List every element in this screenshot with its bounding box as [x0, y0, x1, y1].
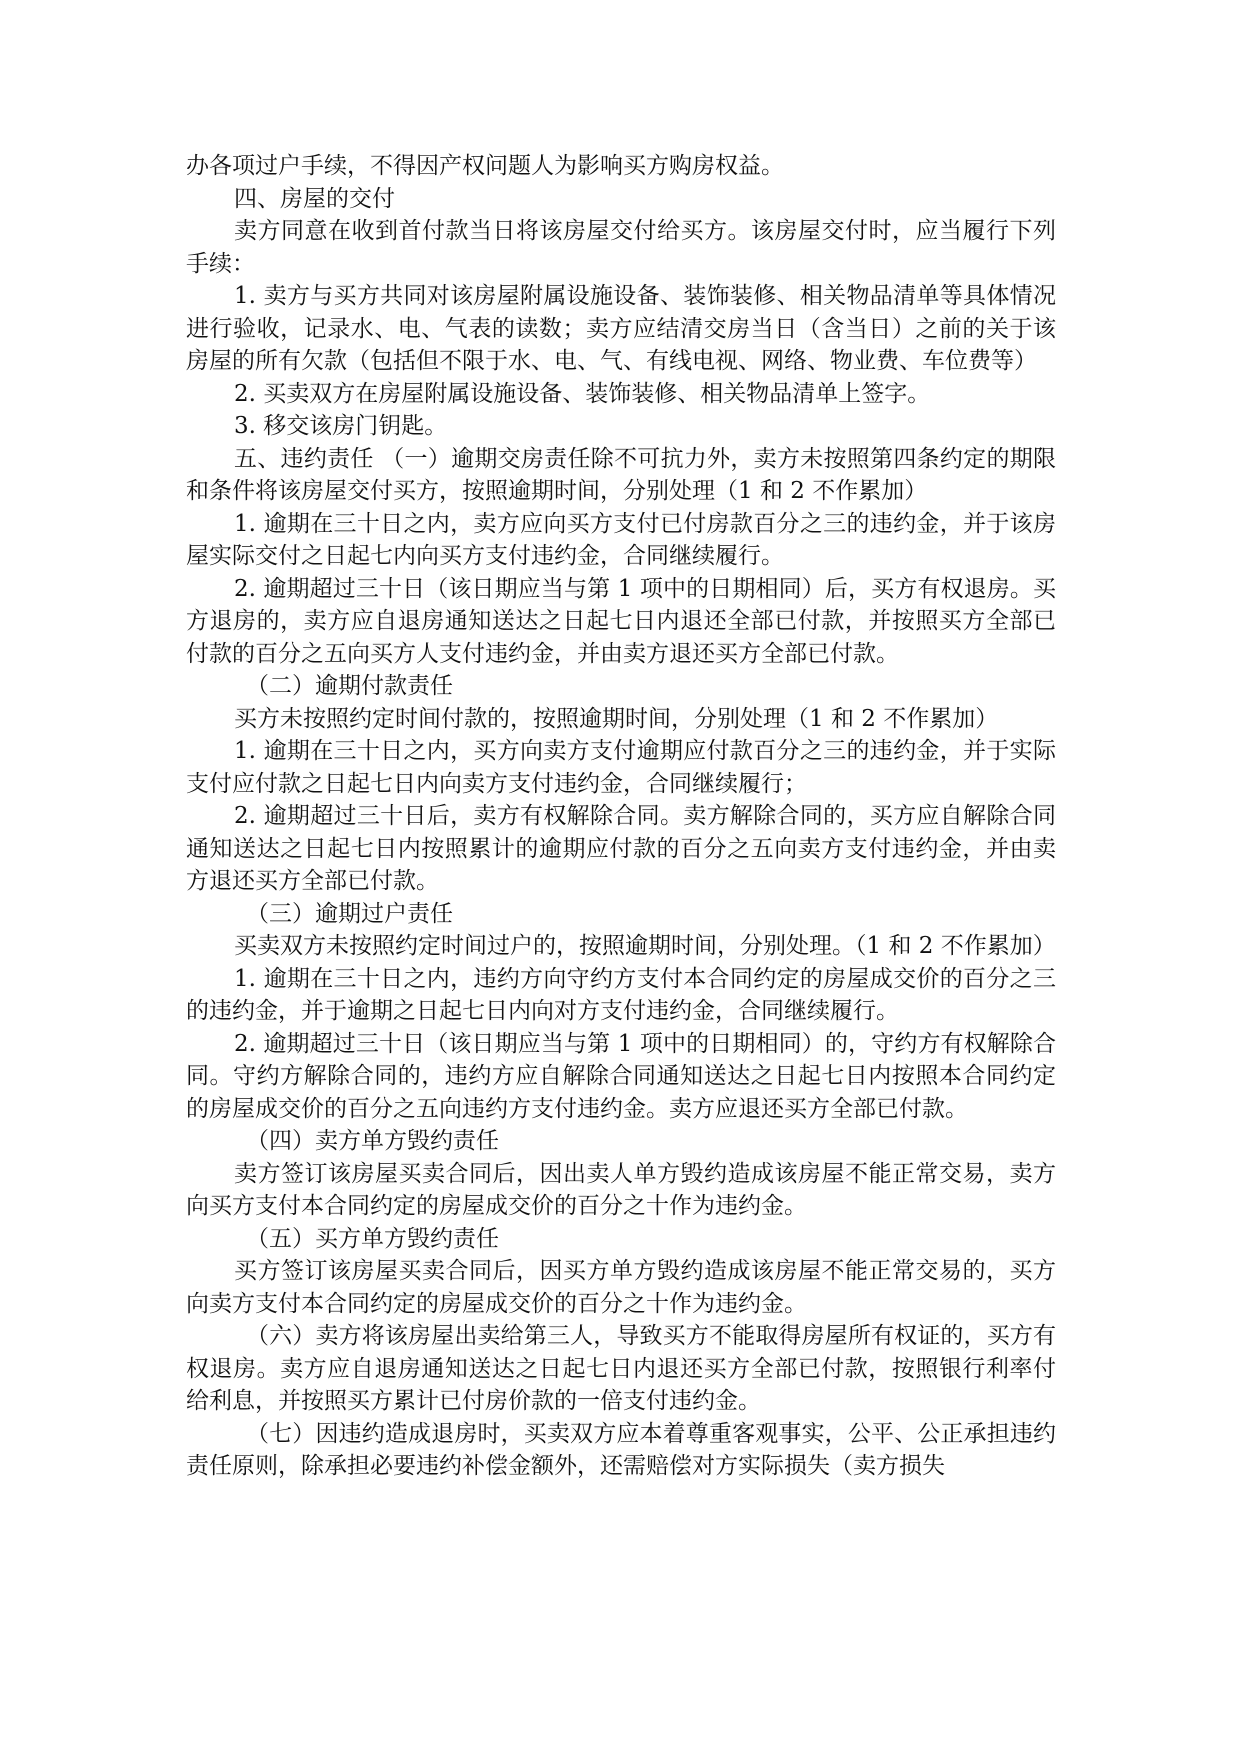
list-item: 2. 逾期超过三十日（该日期应当与第 1 项中的日期相同）后，买方有权退房。买方退房的，卖方应自退房通知送达之日起七日内退还全部已付款，并按照买方全部已付款的百分之五向买方人支付违约金，并由卖方退还买方全部已付款。 — [186, 575, 1056, 667]
subsection-heading: （二）逾期付款责任 — [246, 673, 453, 699]
list-item: 3. 移交该房门钥匙。 — [234, 413, 448, 439]
subsection-heading: （三）逾期过户责任 — [246, 900, 453, 927]
paragraph: 买卖双方未按照约定时间过户的，按照逾期时间，分别处理。（1 和 2 不作累加） — [234, 933, 1056, 959]
paragraph: 买方未按照约定时间付款的，按照逾期时间，分别处理（1 和 2 不作累加） — [234, 705, 999, 732]
list-item: 1. 逾期在三十日之内，买方向卖方支付逾期应付款百分之三的违约金，并于实际支付应付款之日起七日内向卖方支付违约金，合同继续履行； — [186, 738, 1056, 797]
paragraph: 卖方签订该房屋买卖合同后，因出卖人单方毁约造成该房屋不能正常交易，卖方向买方支付本合同约定的房屋成交价的百分之十作为违约金。 — [186, 1160, 1056, 1219]
section-heading: 四、房屋的交付 — [234, 185, 395, 212]
paragraph: 买方签订该房屋买卖合同后，因买方单方毁约造成该房屋不能正常交易的，买方向卖方支付本合同约定的房屋成交价的百分之十作为违约金。 — [186, 1258, 1056, 1317]
list-item: 2. 买卖双方在房屋附属设施设备、装饰装修、相关物品清单上签字。 — [234, 380, 931, 407]
list-item: 1. 卖方与买方共同对该房屋附属设施设备、装饰装修、相关物品清单等具体情况进行验收，记录水、电、气表的读数；卖方应结清交房当日（含当日）之前的关于该房屋的所有欠款（包括但不限于水、电、气、有线电视、网络、物业费、车位费等） — [186, 283, 1056, 374]
list-item: 1. 逾期在三十日之内，卖方应向买方支付已付房款百分之三的违约金，并于该房屋实际交付之日起七内向买方支付违约金，合同继续履行。 — [186, 510, 1056, 569]
subsection-heading: （四）卖方单方毁约责任 — [246, 1128, 499, 1154]
list-item: 2. 逾期超过三十日（该日期应当与第 1 项中的日期相同）的，守约方有权解除合同。守约方解除合同的，违约方应自解除合同通知送达之日起七日内按照本合同约定的房屋成交价的百分之五向违约方支付违约金。卖方应退还买方全部已付款。 — [186, 1030, 1056, 1122]
subsection-heading: （五）买方单方毁约责任 — [246, 1225, 499, 1252]
document-page — [186, 150, 1056, 1483]
paragraph: （六）卖方将该房屋出卖给第三人，导致买方不能取得房屋所有权证的，买方有权退房。卖方应自退房通知送达之日起七日内退还买方全部已付款，按照银行利率付给利息，并按照买方累计已付房价款的一倍支付违约金。 — [186, 1323, 1056, 1414]
paragraph: （七）因违约造成退房时，买卖双方应本着尊重客观事实，公平、公正承担违约责任原则，除承担必要违约补偿金额外，还需赔偿对方实际损失（卖方损失 — [186, 1420, 1056, 1479]
paragraph: 卖方同意在收到首付款当日将该房屋交付给买方。该房屋交付时，应当履行下列手续： — [186, 218, 1056, 277]
list-item: 1. 逾期在三十日之内，违约方向守约方支付本合同约定的房屋成交价的百分之三的违约金，并于逾期之日起七日内向对方支付违约金，合同继续履行。 — [186, 965, 1056, 1024]
section-heading: 五、违约责任 （一）逾期交房责任除不可抗力外，卖方未按照第四条约定的期限和条件将该房屋交付买方，按照逾期时间，分别处理（1 和 2 不作累加） — [186, 445, 1056, 504]
list-item: 2. 逾期超过三十日后，卖方有权解除合同。卖方解除合同的，买方应自解除合同通知送达之日起七日内按照累计的逾期应付款的百分之五向卖方支付违约金，并由卖方退还买方全部已付款。 — [186, 803, 1056, 894]
paragraph: 办各项过户手续，不得因产权问题人为影响买方购房权益。 — [186, 153, 784, 179]
